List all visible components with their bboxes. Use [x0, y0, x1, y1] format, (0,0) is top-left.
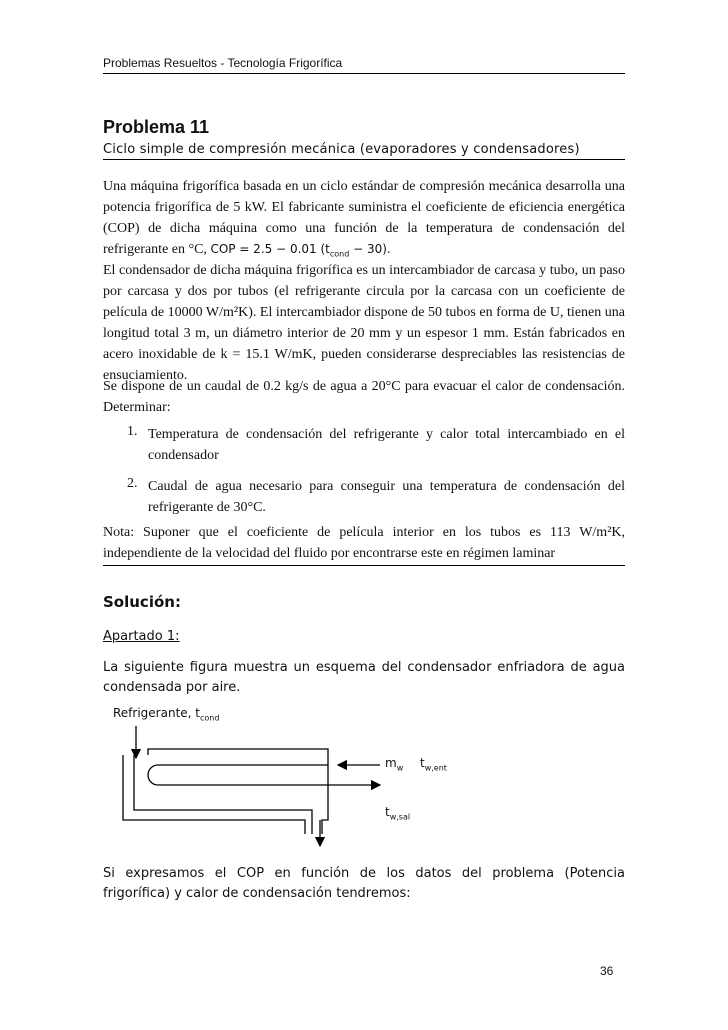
item-number-1: 1.: [127, 424, 138, 439]
condenser-diagram: [100, 720, 460, 850]
u-tube: [148, 765, 328, 785]
problem-subtitle: Ciclo simple de compresión mecánica (evaporadores y condensadores): [103, 142, 625, 160]
solution-heading: Solución:: [103, 593, 181, 611]
mw-text: m: [385, 756, 397, 770]
formula-end: .: [386, 242, 391, 257]
item-text-2: Caudal de agua necesario para conseguir una temperatura de condensación del refrigerante de 30°C.: [148, 479, 625, 515]
paragraph-cop-expression: Si expresamos el COP en función de los datos del problema (Potencia frigorífica) y calor de condensación tendremos:: [103, 866, 625, 901]
note-paragraph: Nota: Suponer que el coeficiente de película interior en los tubos es 113 W/m²K, independiente de la velocidad del fluido por encontrarse este en régimen laminar: [103, 525, 625, 561]
paragraph-statement: [103, 176, 625, 264]
label-t-salida: [385, 805, 410, 821]
mw-sub: w: [396, 763, 404, 773]
tsal-text: t: [385, 805, 390, 819]
label-mass-flow: [385, 756, 403, 772]
shell-outline-right: [148, 749, 328, 834]
tent-sub: w,ent: [424, 763, 447, 773]
item-text-1: Temperatura de condensación del refrigerante y calor total intercambiado en el condensador: [148, 427, 625, 463]
cop-formula: [210, 242, 387, 259]
formula-sub: cond: [329, 249, 350, 259]
page-number: 36: [600, 964, 614, 978]
running-header: Problemas Resueltos - Tecnología Frigorífica: [103, 56, 625, 74]
problem-title: Problema 11: [103, 117, 210, 137]
formula-lhs: COP = 2.5 − 0.01 (t: [210, 242, 330, 256]
statement-text: Una máquina frigorífica basada en un ciclo estándar de compresión mecánica desarrolla una potencia frigorífica de 5 kW. El fabricante suministra el coeficiente de eficiencia energética (COP) de dicha máquina como una función de la temperatura de condensación del refrigerante en °C,: [103, 179, 625, 257]
refrig-text: Refrigerante, t: [113, 706, 200, 720]
formula-rhs: − 30): [349, 242, 387, 256]
shell-outline-left: [123, 755, 305, 834]
paragraph-water-flow: Se dispone de un caudal de 0.2 kg/s de agua a 20°C para evacuar el calor de condensación. Determinar:: [103, 379, 625, 415]
shell-outline-inner: [134, 755, 312, 834]
note-divider: [103, 565, 625, 566]
item-number-2: 2.: [127, 476, 138, 491]
refrig-sub: cond: [200, 713, 220, 723]
tent-text: t: [420, 756, 425, 770]
paragraph-figure-intro: La siguiente figura muestra un esquema del condensador enfriadora de agua condensada por aire.: [103, 660, 625, 695]
tsal-sub: w,sal: [389, 812, 411, 822]
label-t-entrada: [420, 756, 447, 772]
apartado-heading: Apartado 1:: [103, 629, 180, 644]
paragraph-condenser: El condensador de dicha máquina frigorífica es un intercambiador de carcasa y tubo, un paso por carcasa y dos por tubos (el refrigerante circula por la carcasa con un coeficiente de película de 10000 W/m²K). El intercambiador dispone de 50 tubos en forma de U, tienen una longitud total 3 m, un diámetro interior de 20 mm y un espesor 1 mm. Están fabricados en acero inoxidable de k = 15.1 W/mK, pueden considerarse despreciables las resistencias de ensuciamiento.: [103, 263, 625, 383]
